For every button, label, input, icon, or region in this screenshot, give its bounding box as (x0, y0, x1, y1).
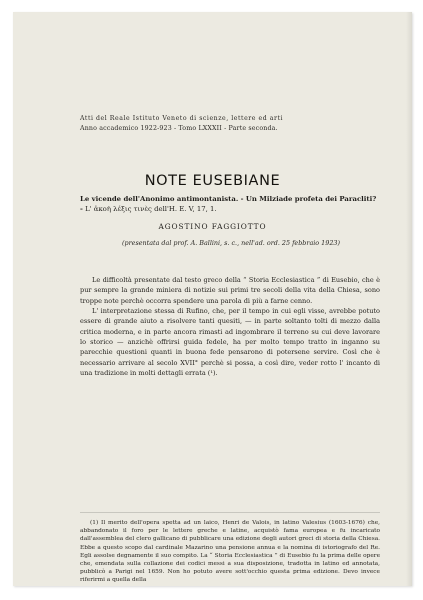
footnote-text: (1) Il merito dell'opera spetta ad un laico, Henri de Valois, in latino Valesius (1603-1676) che, abbandonato il foro per le lettere greche e latine, acquistò fama europea e fu incaricato dall'assemblea del clero gallicano di pubblicare una edizione degli autori greci di storia della Chiesa. Ebbe a questo scopo dal cardinale Mazarino una pensione annua e la nomina di istoriografo del Re. Egli assolse degnamente il suo compito. La “ Storia Ecclesiastica ” di Eusebio fu la prima delle opere che, emendata sulla collazione dei codici messi a sua disposizione, tradotta in latino ed annotata, pubblicò a Parigi nel 1659. Non ho potuto avere sott'occhio questa prima edizione. Devo invece riferirmi a quella della (80, 520, 380, 584)
author-name: AGOSTINO FAGGIOTTO (158, 222, 267, 231)
subtitle (80, 194, 380, 214)
presentation-note: (presentata dal prof. A. Ballini, s. c., nell'ad. ord. 25 febbraio 1923) (122, 239, 340, 247)
footnote-divider (80, 512, 380, 513)
journal-name: Atti del Reale Istituto Veneto di scienze, lettere ed arti (80, 115, 284, 122)
body-paragraph: Le difficoltà presentate dal testo greco della “ Storia Ecclesiastica ” di Eusebio, che è pur sempre la grande miniera di notizie sui primi tre secoli della vita della Chiesa, sono troppe note perchè occorra spendere una parola di più a farne cenno. (80, 276, 380, 305)
document-page (13, 12, 412, 586)
footnote (80, 519, 380, 585)
body-text (80, 275, 380, 378)
journal-header (80, 115, 380, 132)
body-paragraph: L' interpretazione stessa di Rufino, che, per il tempo in cui egli visse, avrebbe potuto essere di grande aiuto a risolvere tanti quesiti, — in parte soltanto tolti di mezzo dalla critica moderna, e in parte ancora rimasti ad ingombrare il terreno su cui deve lavorare lo storico — anzichè offrirsi guida fedele, ha per molto tempo tratto in inganno su parecchie questioni quanti in buona fede pensarono di potersene servire. Così che è necessario arrivare al secolo XVII° perchè si possa, a così dire, veder rotto l' incanto di una tradizione in molti dettagli errata (¹). (80, 307, 380, 378)
page-title: NOTE EUSEBIANE (144, 173, 281, 189)
journal-volume: Anno accademico 1922-923 - Tomo LXXXII - Parte seconda. (80, 125, 278, 132)
subtitle-bold: Le vicende dell'Anonimo antimontanista. - Un Milziade profeta dei Paracliti? - (80, 195, 377, 213)
subtitle-rest: L' ἀκοὴ λέξις τινὲς dell'H. E. V, 17, 1. (82, 205, 217, 213)
